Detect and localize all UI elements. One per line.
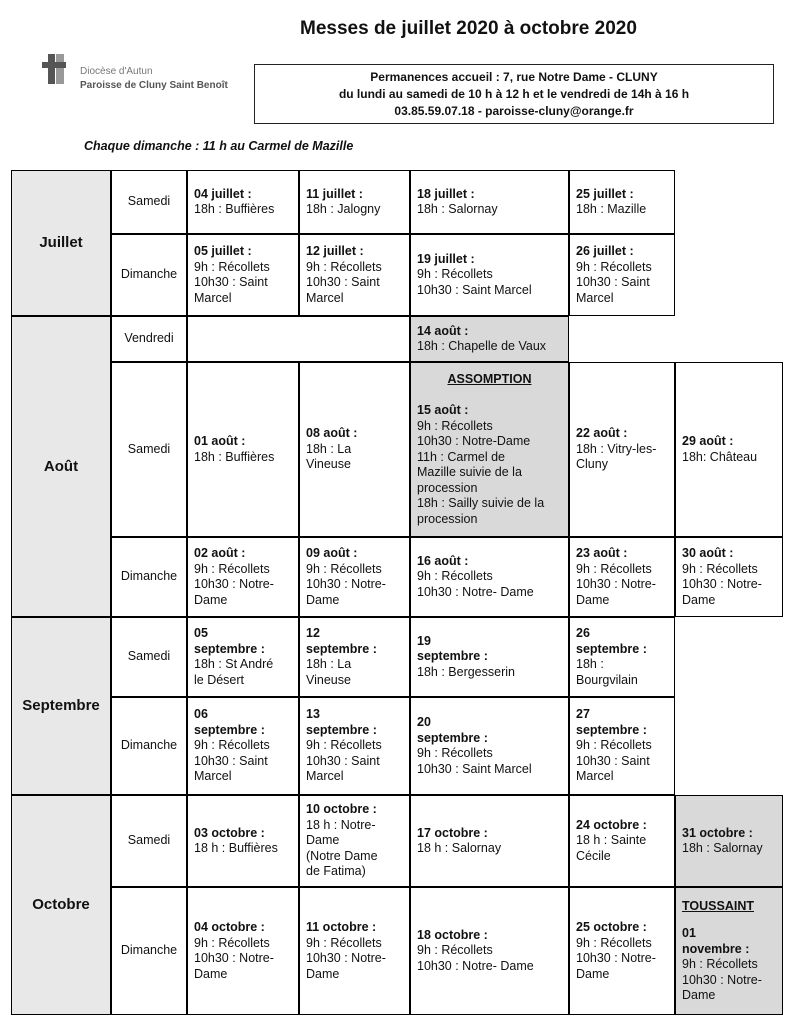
- mass-date: 14 août :: [417, 323, 469, 338]
- mass-detail: (Notre Dame: [306, 848, 378, 863]
- mass-detail: 18h : Jalogny: [306, 202, 381, 216]
- mass-detail: 10h30 : Notre-Dame: [417, 434, 531, 449]
- month-aout: [11, 316, 111, 617]
- page-title: Messes de juillet 2020 à octobre 2020: [300, 18, 637, 39]
- day-label: Samedi: [127, 649, 171, 664]
- mass-detail: Dame: [306, 966, 340, 981]
- mass-cell-assomption: [410, 362, 569, 537]
- mass-date: 16 août :: [417, 553, 469, 568]
- mass-detail: 10h30 : Notre-: [576, 951, 656, 965]
- mass-date: 26 juillet :: [576, 244, 634, 258]
- mass-date: septembre :: [194, 722, 265, 737]
- mass-cell: [675, 537, 783, 617]
- mass-detail: 10h30 : Saint Marcel: [417, 761, 532, 776]
- mass-detail: Vineuse: [306, 672, 351, 687]
- mass-cell: [187, 537, 299, 617]
- mass-cell: [410, 316, 569, 362]
- mass-cell: [299, 234, 410, 316]
- mass-detail: 9h : Récollets: [417, 943, 493, 958]
- mass-date: septembre :: [417, 649, 488, 664]
- mass-detail: 18h : Mazille: [576, 202, 647, 216]
- mass-detail: 10h30 : Saint: [576, 275, 650, 289]
- mass-date: 26: [576, 626, 590, 640]
- mass-date: septembre :: [576, 641, 647, 656]
- mass-detail: 18h : Chapelle de Vaux: [417, 339, 547, 353]
- day-label: Samedi: [127, 194, 171, 209]
- mass-detail: 9h : Récollets: [576, 935, 652, 950]
- mass-cell: [187, 697, 299, 795]
- sunday-note: Chaque dimanche : 11 h au Carmel de Mazille: [84, 139, 354, 153]
- mass-date: 12 juillet :: [306, 244, 364, 258]
- mass-cell: [569, 887, 675, 1015]
- mass-detail: Marcel: [306, 769, 344, 784]
- day-label: Dimanche: [120, 569, 178, 584]
- mass-cell: [299, 617, 410, 697]
- mass-date: 25 octobre :: [576, 920, 647, 934]
- mass-cell: [187, 617, 299, 697]
- mass-detail: 9h : Récollets: [576, 259, 652, 274]
- mass-date: 04 octobre :: [194, 920, 265, 934]
- mass-date: 01 août :: [194, 434, 246, 448]
- mass-detail: 18h : Salornay: [417, 202, 498, 216]
- mass-detail: 9h : Récollets: [194, 561, 270, 576]
- mass-detail: 10h30 : Notre-: [306, 577, 386, 591]
- mass-cell: [569, 234, 675, 316]
- mass-detail: 9h : Récollets: [417, 418, 493, 433]
- feast-heading: TOUSSAINT: [682, 898, 754, 913]
- mass-date: 19: [417, 633, 431, 648]
- mass-detail: 9h : Récollets: [576, 561, 652, 576]
- mass-cell: [187, 795, 299, 887]
- mass-cell: [299, 887, 410, 1015]
- mass-date: 01: [682, 926, 696, 940]
- mass-detail: 10h30 : Notre- Dame: [417, 584, 534, 599]
- day-dimanche: [111, 537, 187, 617]
- mass-date: 17 octobre :: [417, 825, 488, 840]
- mass-cell: [299, 795, 410, 887]
- mass-date: 09 août :: [306, 546, 358, 560]
- mass-date: 29 août :: [682, 434, 734, 448]
- mass-detail: 18 h : Notre-: [306, 817, 376, 832]
- mass-detail: Marcel: [306, 290, 344, 305]
- mass-detail: 18h : Bergesserin: [417, 664, 515, 679]
- mass-detail: Dame: [682, 592, 716, 607]
- mass-detail: Marcel: [194, 769, 232, 784]
- mass-detail: 18h : Sailly suivie de la: [417, 496, 545, 511]
- mass-cell: [299, 170, 410, 234]
- mass-date: 18 octobre :: [417, 927, 488, 942]
- mass-detail: 18h : Vitry-les-: [576, 441, 657, 456]
- mass-detail: 10h30 : Saint: [576, 753, 650, 768]
- info-line-hours: du lundi au samedi de 10 h à 12 h et le vendredi de 14h à 16 h: [338, 87, 690, 101]
- day-label: Dimanche: [120, 267, 178, 282]
- mass-detail: 10h30 : Saint: [306, 275, 380, 289]
- mass-date: 27: [576, 707, 590, 722]
- logo-line-diocese: Diocèse d'Autun: [80, 66, 153, 77]
- mass-cell: [299, 362, 410, 537]
- mass-cell-toussaint: [675, 887, 783, 1015]
- mass-detail: procession: [417, 511, 478, 526]
- mass-detail: Dame: [576, 592, 610, 607]
- mass-detail: 18h: Château: [682, 449, 758, 464]
- mass-cell: [410, 887, 569, 1015]
- day-samedi: [111, 170, 187, 234]
- mass-detail: 9h : Récollets: [417, 267, 493, 282]
- mass-date: 02 août :: [194, 546, 246, 560]
- mass-detail: le Désert: [194, 672, 245, 687]
- mass-cell: [675, 795, 783, 887]
- day-label: Vendredi: [124, 331, 174, 346]
- mass-detail: 18h : Salornay: [682, 841, 763, 855]
- mass-cell: [187, 362, 299, 537]
- mass-date: novembre :: [682, 941, 750, 956]
- logo-line-paroisse: Paroisse de Cluny Saint Benoît: [80, 80, 228, 91]
- day-dimanche: [111, 234, 187, 316]
- day-samedi: [111, 362, 187, 537]
- mass-date: 11 octobre :: [306, 920, 377, 934]
- mass-date: 11 juillet :: [306, 186, 363, 201]
- month-label: Septembre: [22, 697, 100, 715]
- info-line-contact: 03.85.59.07.18 - paroisse-cluny@orange.fr: [394, 104, 634, 118]
- mass-detail: Dame: [682, 988, 716, 1002]
- mass-date: 31 octobre :: [682, 825, 753, 840]
- mass-cell: [299, 537, 410, 617]
- mass-detail: 10h30 : Notre-: [194, 951, 274, 965]
- day-samedi: [111, 617, 187, 697]
- mass-date: 22 août :: [576, 426, 628, 441]
- mass-detail: 9h : Récollets: [306, 561, 382, 576]
- mass-detail: 10h30 : Saint: [194, 753, 268, 768]
- mass-detail: 10h30 : Notre-: [306, 951, 386, 965]
- mass-cell: [410, 617, 569, 697]
- mass-detail: 10h30 : Saint Marcel: [417, 282, 532, 297]
- mass-cell: [569, 362, 675, 537]
- mass-detail: 9h : Récollets: [194, 738, 270, 753]
- mass-detail: Dame: [306, 833, 340, 848]
- cross-logo-icon: [40, 52, 76, 88]
- mass-detail: 18h : La: [306, 441, 352, 456]
- mass-cell: [410, 234, 569, 316]
- day-label: Samedi: [127, 833, 171, 848]
- mass-detail: 11h : Carmel de: [417, 449, 506, 464]
- mass-detail: 18 h : Salornay: [417, 841, 502, 855]
- mass-date: 03 octobre :: [194, 825, 265, 840]
- mass-cell: [569, 795, 675, 887]
- mass-cell: [675, 362, 783, 537]
- mass-detail: Cécile: [576, 848, 611, 863]
- day-vendredi: [111, 316, 187, 362]
- mass-detail: 18h : Buffières: [194, 202, 275, 216]
- month-juillet: [11, 170, 111, 316]
- mass-date: 12: [306, 626, 320, 640]
- day-samedi: [111, 795, 187, 887]
- mass-cell: [569, 170, 675, 234]
- mass-date: septembre :: [417, 730, 488, 745]
- empty-cell: [187, 316, 410, 362]
- mass-detail: Marcel: [194, 290, 232, 305]
- mass-date: 30 août :: [682, 546, 734, 560]
- mass-cell: [187, 234, 299, 316]
- month-octobre: [11, 795, 111, 1015]
- day-dimanche: [111, 887, 187, 1015]
- mass-date: septembre :: [306, 722, 377, 737]
- month-label: Août: [43, 457, 79, 475]
- mass-cell: [187, 887, 299, 1015]
- mass-date: 13: [306, 707, 320, 722]
- mass-detail: Dame: [194, 966, 228, 981]
- mass-date: 08 août :: [306, 426, 358, 441]
- mass-detail: 9h : Récollets: [576, 738, 652, 753]
- mass-detail: Mazille suivie de la: [417, 465, 522, 480]
- mass-cell: [410, 697, 569, 795]
- mass-detail: 18 h : Buffières: [194, 841, 278, 855]
- info-box: [254, 64, 774, 124]
- mass-detail: 9h : Récollets: [417, 569, 493, 584]
- day-label: Dimanche: [120, 943, 178, 958]
- mass-detail: 10h30 : Notre-: [682, 972, 762, 987]
- mass-date: 18 juillet :: [417, 186, 475, 201]
- mass-date: 05: [194, 626, 208, 640]
- feast-heading: ASSOMPTION: [447, 371, 532, 386]
- diocese-logo: [40, 52, 240, 100]
- mass-detail: Dame: [306, 592, 340, 607]
- mass-detail: 18h :: [576, 657, 604, 671]
- mass-date: 15 août :: [417, 403, 469, 418]
- mass-detail: 10h30 : Notre-: [194, 577, 274, 591]
- day-dimanche: [111, 697, 187, 795]
- mass-detail: Dame: [576, 966, 610, 981]
- mass-detail: 9h : Récollets: [306, 259, 382, 274]
- mass-cell: [410, 537, 569, 617]
- month-label: Octobre: [32, 896, 90, 914]
- mass-detail: de Fatima): [306, 864, 366, 879]
- month-septembre: [11, 617, 111, 795]
- mass-detail: 9h : Récollets: [194, 259, 270, 274]
- mass-detail: Bourgvilain: [576, 672, 638, 687]
- mass-detail: 9h : Récollets: [306, 935, 382, 950]
- mass-date: 24 octobre :: [576, 817, 647, 832]
- mass-detail: 9h : Récollets: [682, 561, 758, 576]
- mass-detail: Cluny: [576, 457, 608, 472]
- mass-detail: 9h : Récollets: [417, 746, 493, 760]
- mass-detail: 10h30 : Notre-: [682, 577, 762, 591]
- mass-detail: procession: [417, 480, 478, 495]
- mass-detail: Marcel: [576, 290, 614, 305]
- mass-date: 06: [194, 707, 208, 722]
- mass-date: septembre :: [306, 641, 377, 656]
- mass-cell: [410, 170, 569, 234]
- info-line-address: Permanences accueil : 7, rue Notre Dame - CLUNY: [370, 70, 658, 84]
- mass-date: 19 juillet :: [417, 251, 475, 266]
- mass-detail: 18h : La: [306, 657, 352, 671]
- mass-detail: Marcel: [576, 769, 614, 784]
- mass-date: 20: [417, 715, 431, 729]
- month-label: Juillet: [39, 234, 83, 252]
- mass-detail: 18 h : Sainte: [576, 833, 647, 848]
- mass-detail: 10h30 : Notre-: [576, 577, 656, 591]
- mass-date: 10 octobre :: [306, 802, 377, 817]
- mass-date: septembre :: [576, 722, 647, 737]
- mass-detail: 10h30 : Saint: [306, 753, 380, 768]
- mass-cell: [569, 537, 675, 617]
- mass-detail: 9h : Récollets: [194, 935, 270, 950]
- mass-date: 23 août :: [576, 546, 628, 560]
- mass-cell: [569, 617, 675, 697]
- mass-detail: 18h : Buffières: [194, 449, 275, 464]
- mass-cell: [299, 697, 410, 795]
- mass-detail: Vineuse: [306, 457, 351, 472]
- mass-detail: 10h30 : Saint: [194, 275, 268, 289]
- day-label: Dimanche: [120, 738, 178, 753]
- mass-date: septembre :: [194, 641, 265, 656]
- mass-detail: Dame: [194, 592, 228, 607]
- mass-date: 25 juillet :: [576, 186, 634, 201]
- mass-detail: 9h : Récollets: [306, 738, 382, 753]
- mass-detail: 9h : Récollets: [682, 957, 758, 971]
- mass-detail: 10h30 : Notre- Dame: [417, 958, 534, 973]
- mass-date: 04 juillet :: [194, 186, 252, 201]
- day-label: Samedi: [127, 441, 171, 456]
- mass-date: 05 juillet :: [194, 244, 252, 258]
- mass-cell: [187, 170, 299, 234]
- mass-cell: [569, 697, 675, 795]
- mass-detail: 18h : St André: [194, 657, 274, 671]
- mass-cell: [410, 795, 569, 887]
